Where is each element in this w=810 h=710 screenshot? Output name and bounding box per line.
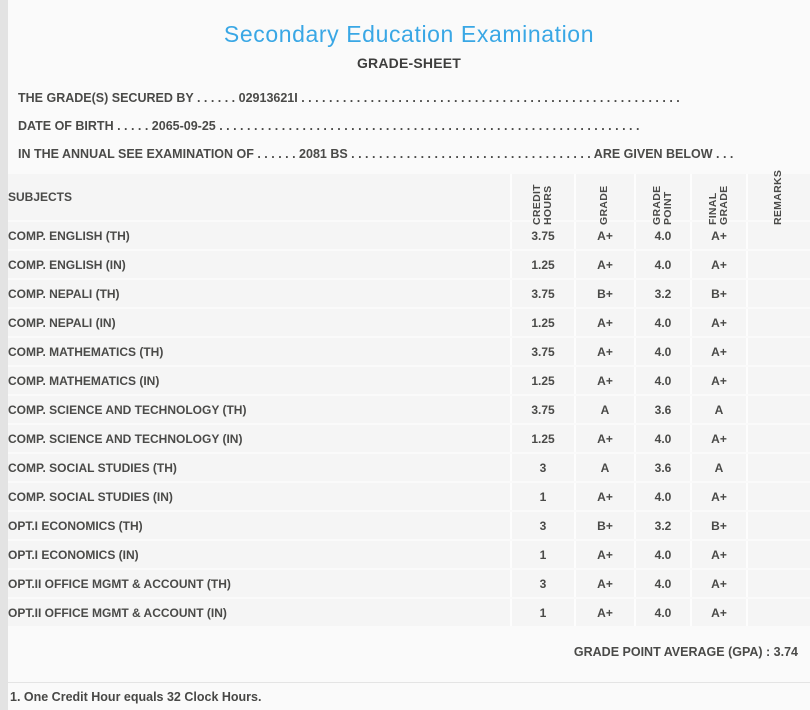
grade-cell: A+ (574, 222, 634, 249)
credit-hours-cell: 3 (510, 512, 574, 539)
remarks-cell (746, 367, 810, 394)
grade-point-cell: 4.0 (634, 251, 690, 278)
final-grade-cell: A+ (690, 367, 746, 394)
remarks-cell (746, 425, 810, 452)
table-row (8, 309, 810, 336)
column-header-credit-hours (510, 174, 574, 225)
table-row (8, 425, 810, 452)
final-grade-cell: A+ (690, 309, 746, 336)
table-row (8, 396, 810, 423)
page-title: Secondary Education Examination (223, 21, 595, 47)
table-row (8, 599, 810, 626)
column-header-final-grade (690, 174, 746, 225)
grade-point-cell: 3.2 (634, 280, 690, 307)
final-grade-cell: A (690, 396, 746, 423)
footnote-band (8, 682, 810, 710)
candidate-info (8, 84, 810, 168)
table-row (8, 512, 810, 539)
subject-cell: COMP. NEPALI (TH) (8, 280, 510, 307)
final-grade-label: FINAL GRADE (706, 185, 730, 225)
grade-point-cell: 3.6 (634, 396, 690, 423)
grade-point-cell: 4.0 (634, 425, 690, 452)
subject-cell: COMP. NEPALI (IN) (8, 309, 510, 336)
grade-point-cell: 4.0 (634, 309, 690, 336)
remarks-cell (746, 570, 810, 597)
subject-cell: COMP. SOCIAL STUDIES (IN) (8, 483, 510, 510)
grade-cell: A+ (574, 483, 634, 510)
final-grade-cell: A (690, 454, 746, 481)
table-row (8, 483, 810, 510)
subject-cell: COMP. MATHEMATICS (TH) (8, 338, 510, 365)
credit-hours-cell: 3.75 (510, 396, 574, 423)
remarks-cell (746, 483, 810, 510)
table-row (8, 280, 810, 307)
remarks-cell (746, 309, 810, 336)
subject-cell: OPT.I ECONOMICS (IN) (8, 541, 510, 568)
grade-cell: A+ (574, 541, 634, 568)
footnote-text: 1. One Credit Hour equals 32 Clock Hours. (10, 689, 262, 704)
credit-hours-cell: 1.25 (510, 309, 574, 336)
grade-point-cell: 4.0 (634, 541, 690, 568)
table-row (8, 338, 810, 365)
grade-cell: A+ (574, 367, 634, 394)
credit-hours-cell: 3 (510, 454, 574, 481)
final-grade-cell: A+ (690, 599, 746, 626)
date-of-birth-line: DATE OF BIRTH . . . . . 2065-09-25 . . . . . . . . . . . . . . . . . . . . . . . . . . . . . . . . . . . . . . . . . . . . . . . . . . . . . . . . . . . . . (18, 119, 640, 133)
remarks-cell (746, 541, 810, 568)
final-grade-cell: A+ (690, 425, 746, 452)
grade-cell: A+ (574, 599, 634, 626)
table-row (8, 541, 810, 568)
grade-cell: A (574, 396, 634, 423)
credit-hours-cell: 1 (510, 483, 574, 510)
grades-table (8, 169, 810, 628)
grade-cell: A+ (574, 425, 634, 452)
page-subtitle: GRADE-SHEET (356, 55, 462, 71)
subject-cell: COMP. MATHEMATICS (IN) (8, 367, 510, 394)
grade-cell: A+ (574, 251, 634, 278)
remarks-cell (746, 338, 810, 365)
grade-cell: A+ (574, 309, 634, 336)
grade-point-cell: 3.6 (634, 454, 690, 481)
final-grade-cell: A+ (690, 483, 746, 510)
grade-point-label: GRADE POINT (650, 185, 674, 225)
grade-point-cell: 4.0 (634, 338, 690, 365)
remarks-label: REMARKS (772, 169, 785, 225)
credit-hours-label: CREDIT HOURS (530, 184, 554, 225)
grade-cell: B+ (574, 512, 634, 539)
subject-cell: COMP. SCIENCE AND TECHNOLOGY (IN) (8, 425, 510, 452)
column-header-grade (574, 174, 634, 225)
subject-cell: COMP. SOCIAL STUDIES (TH) (8, 454, 510, 481)
column-header-remarks (746, 169, 810, 225)
grade-cell: B+ (574, 280, 634, 307)
credit-hours-cell: 1.25 (510, 425, 574, 452)
left-edge-strip (0, 0, 8, 710)
content-area (8, 0, 810, 659)
gpa-summary-line: GRADE POINT AVERAGE (GPA) : 3.74 (573, 645, 798, 659)
table-row (8, 222, 810, 249)
table-row (8, 570, 810, 597)
grade-cell: A+ (574, 570, 634, 597)
grade-cell: A+ (574, 338, 634, 365)
table-row (8, 454, 810, 481)
credit-hours-cell: 1.25 (510, 367, 574, 394)
grade-cell: A (574, 454, 634, 481)
grade-point-cell: 4.0 (634, 570, 690, 597)
credit-hours-cell: 3.75 (510, 338, 574, 365)
final-grade-cell: A+ (690, 222, 746, 249)
credit-hours-cell: 3 (510, 570, 574, 597)
grade-point-cell: 4.0 (634, 367, 690, 394)
credit-hours-cell: 1 (510, 541, 574, 568)
remarks-cell (746, 599, 810, 626)
remarks-cell (746, 454, 810, 481)
secured-by-line: THE GRADE(S) SECURED BY . . . . . . 02913621I . . . . . . . . . . . . . . . . . . . . . . . . . . . . . . . . . . . . . . . . . . . . . . . . . . . . . . . (18, 91, 680, 105)
subject-cell: OPT.II OFFICE MGMT & ACCOUNT (TH) (8, 570, 510, 597)
grade-point-cell: 4.0 (634, 222, 690, 249)
remarks-cell (746, 280, 810, 307)
remarks-cell (746, 396, 810, 423)
grade-point-cell: 3.2 (634, 512, 690, 539)
remarks-cell (746, 251, 810, 278)
credit-hours-cell: 1.25 (510, 251, 574, 278)
grade-label: GRADE (598, 185, 611, 225)
grade-point-cell: 4.0 (634, 483, 690, 510)
subject-cell: OPT.II OFFICE MGMT & ACCOUNT (IN) (8, 599, 510, 626)
subject-cell: COMP. ENGLISH (TH) (8, 222, 510, 249)
table-row (8, 251, 810, 278)
table-body (8, 222, 810, 626)
final-grade-cell: B+ (690, 280, 746, 307)
subject-cell: COMP. ENGLISH (IN) (8, 251, 510, 278)
subject-cell: COMP. SCIENCE AND TECHNOLOGY (TH) (8, 396, 510, 423)
remarks-cell (746, 512, 810, 539)
table-header-row (8, 174, 810, 220)
column-header-subjects: SUBJECTS (8, 174, 510, 220)
table-row (8, 367, 810, 394)
subject-cell: OPT.I ECONOMICS (TH) (8, 512, 510, 539)
remarks-cell (746, 222, 810, 249)
credit-hours-cell: 1 (510, 599, 574, 626)
examination-year-line: IN THE ANNUAL SEE EXAMINATION OF . . . . . . 2081 BS . . . . . . . . . . . . . . . . . . . . . . . . . . . . . . . . . . . ARE GIVEN BELOW . . . (18, 147, 734, 161)
final-grade-cell: A+ (690, 570, 746, 597)
credit-hours-cell: 3.75 (510, 280, 574, 307)
final-grade-cell: A+ (690, 541, 746, 568)
final-grade-cell: B+ (690, 512, 746, 539)
grade-point-cell: 4.0 (634, 599, 690, 626)
column-header-grade-point (634, 174, 690, 225)
final-grade-cell: A+ (690, 338, 746, 365)
final-grade-cell: A+ (690, 251, 746, 278)
credit-hours-cell: 3.75 (510, 222, 574, 249)
